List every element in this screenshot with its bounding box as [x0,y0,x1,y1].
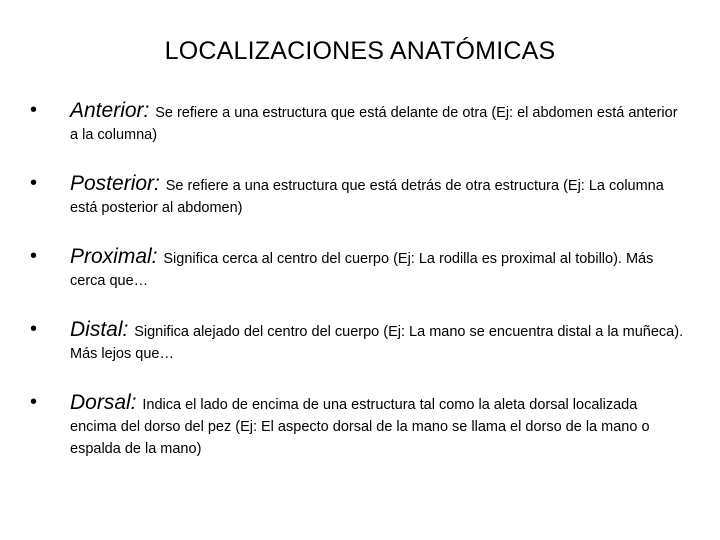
bullet-definition: Se refiere a una estructura que está detrás de otra estructura (Ej: La columna está posterior al abdomen) [70,178,664,216]
bullet-list [28,100,688,487]
bullet-definition: Indica el lado de encima de una estructura tal como la aleta dorsal localizada encima del dorso del pez (Ej: El aspecto dorsal de la mano se llama el dorso de la mano o espalda de la mano) [70,397,650,457]
bullet-item-distal [28,319,688,365]
bullet-item-proximal [28,246,688,292]
bullet-definition: Se refiere a una estructura que está delante de otra (Ej: el abdomen está anterior a la columna) [70,105,678,143]
bullet-item-posterior [28,173,688,219]
bullet-item-anterior [28,100,688,146]
bullet-term: Proximal: [70,245,164,268]
bullet-term: Anterior: [70,99,156,122]
bullet-definition: Significa cerca al centro del cuerpo (Ej: La rodilla es proximal al tobillo). Más cerca que… [70,251,654,289]
bullet-dot-icon: • [30,172,38,194]
bullet-term: Dorsal: [70,391,143,414]
bullet-term: Posterior: [70,172,166,195]
bullet-item-dorsal [28,392,688,460]
bullet-dot-icon: • [30,318,38,340]
bullet-dot-icon: • [30,99,38,121]
bullet-term: Distal: [70,318,135,341]
bullet-dot-icon: • [30,245,38,267]
bullet-definition: Significa alejado del centro del cuerpo (Ej: La mano se encuentra distal a la muñeca). Más lejos que… [70,324,684,362]
slide-title: LOCALIZACIONES ANATÓMICAS [164,37,556,65]
bullet-dot-icon: • [30,391,38,413]
